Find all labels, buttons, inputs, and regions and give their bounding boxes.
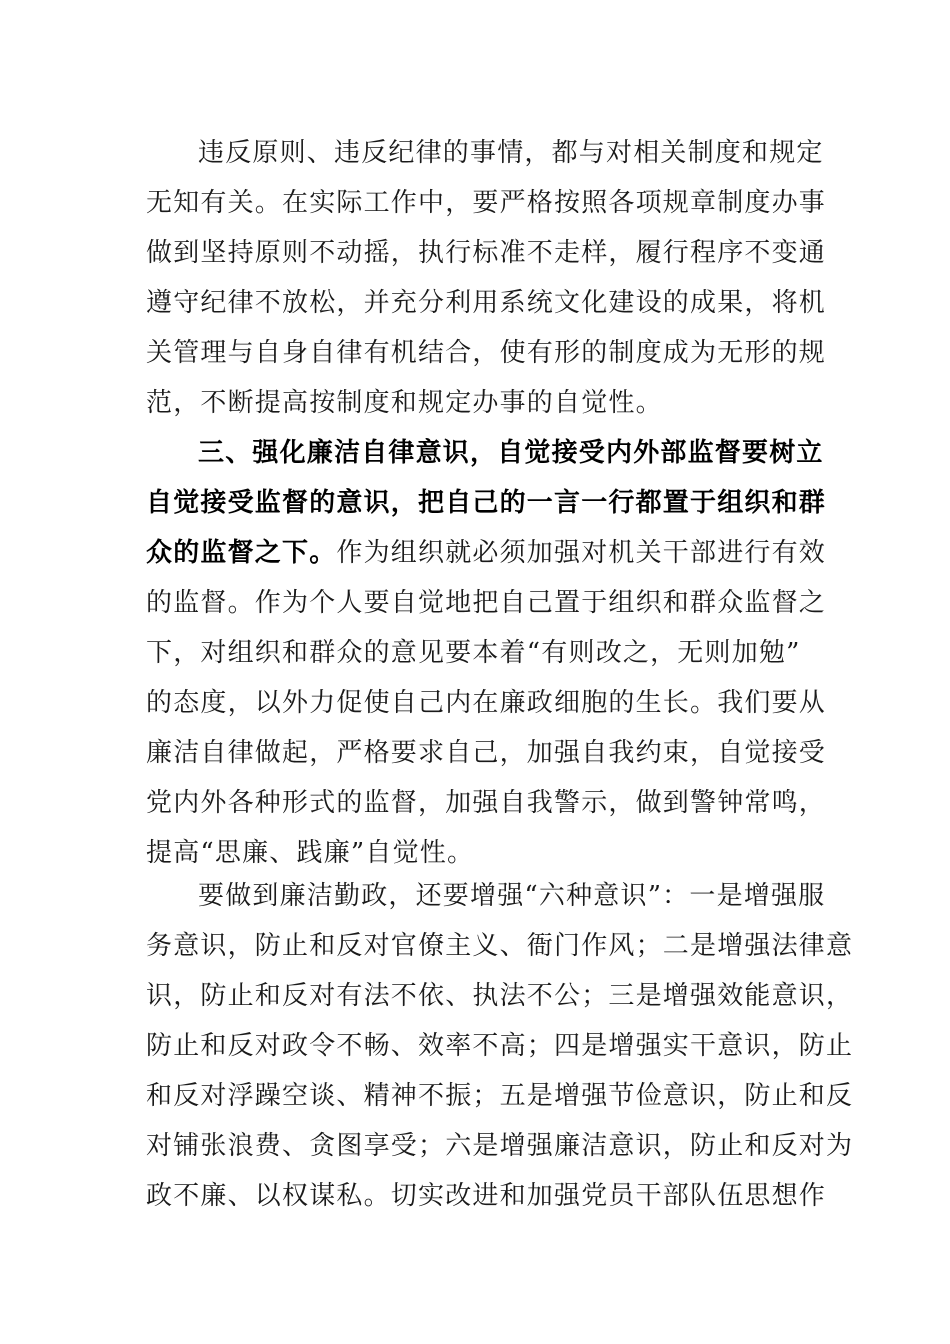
paragraph-1 [146,128,827,428]
text-line: 关管理与自身自律有机结合，使有形的制度成为无形的规 [146,338,827,368]
text-line: 党内外各种形式的监督，加强自我警示，做到警钟常鸣， [146,788,827,818]
text-line: 识，防止和反对有法不依、执法不公；三是增强效能意识， [146,981,854,1011]
text-line: 下，对组织和群众的意见要本着“有则改之，无则加勉” [146,638,801,668]
text-line: 廉洁自律做起，严格要求自己，加强自我约束，自觉接受 [146,738,827,768]
section-heading-line: 三、强化廉洁自律意识，自觉接受内外部监督要树立 [198,438,824,468]
text-line: 对铺张浪费、贪图享受；六是增强廉洁意识，防止和反对为 [146,1131,854,1161]
text-line: 范，不断提高按制度和规定办事的自觉性。 [146,388,663,418]
text-line: 的态度，以外力促使自己内在廉政细胞的生长。我们要从 [146,688,827,718]
text-line: 遵守纪律不放松，并充分利用系统文化建设的成果，将机 [146,288,827,318]
text-line: 做到坚持原则不动摇，执行标准不走样，履行程序不变通 [146,238,827,268]
paragraph-2 [146,428,827,878]
text-line: 务意识，防止和反对官僚主义、衙门作风；二是增强法律意 [146,931,854,961]
text-line: 的监督。作为个人要自觉地把自己置于组织和群众监督之 [146,588,827,618]
text-line: 违反原则、违反纪律的事情，都与对相关制度和规定 [198,138,824,168]
section-heading-line: 自觉接受监督的意识，把自己的一言一行都置于组织和群 [146,488,827,518]
text-line: 提高“思廉、践廉”自觉性。 [146,838,475,868]
text-line: 要做到廉洁勤政，还要增强“六种意识”：一是增强服 [198,881,826,911]
mixed-line [146,528,827,578]
text-line: 政不廉、以权谋私。切实改进和加强党员干部队伍思想作 [146,1181,827,1211]
text-line: 防止和反对政令不畅、效率不高；四是增强实干意识，防止 [146,1031,854,1061]
text-fragment: 作为组织就必须加强对机关干部进行有效 [336,538,827,568]
text-line: 无知有关。在实际工作中，要严格按照各项规章制度办事 [146,188,827,218]
text-line: 和反对浮躁空谈、精神不振；五是增强节俭意识，防止和反 [146,1081,854,1111]
paragraph-3 [146,871,854,1221]
section-heading-end: 众的监督之下。 [146,538,337,568]
